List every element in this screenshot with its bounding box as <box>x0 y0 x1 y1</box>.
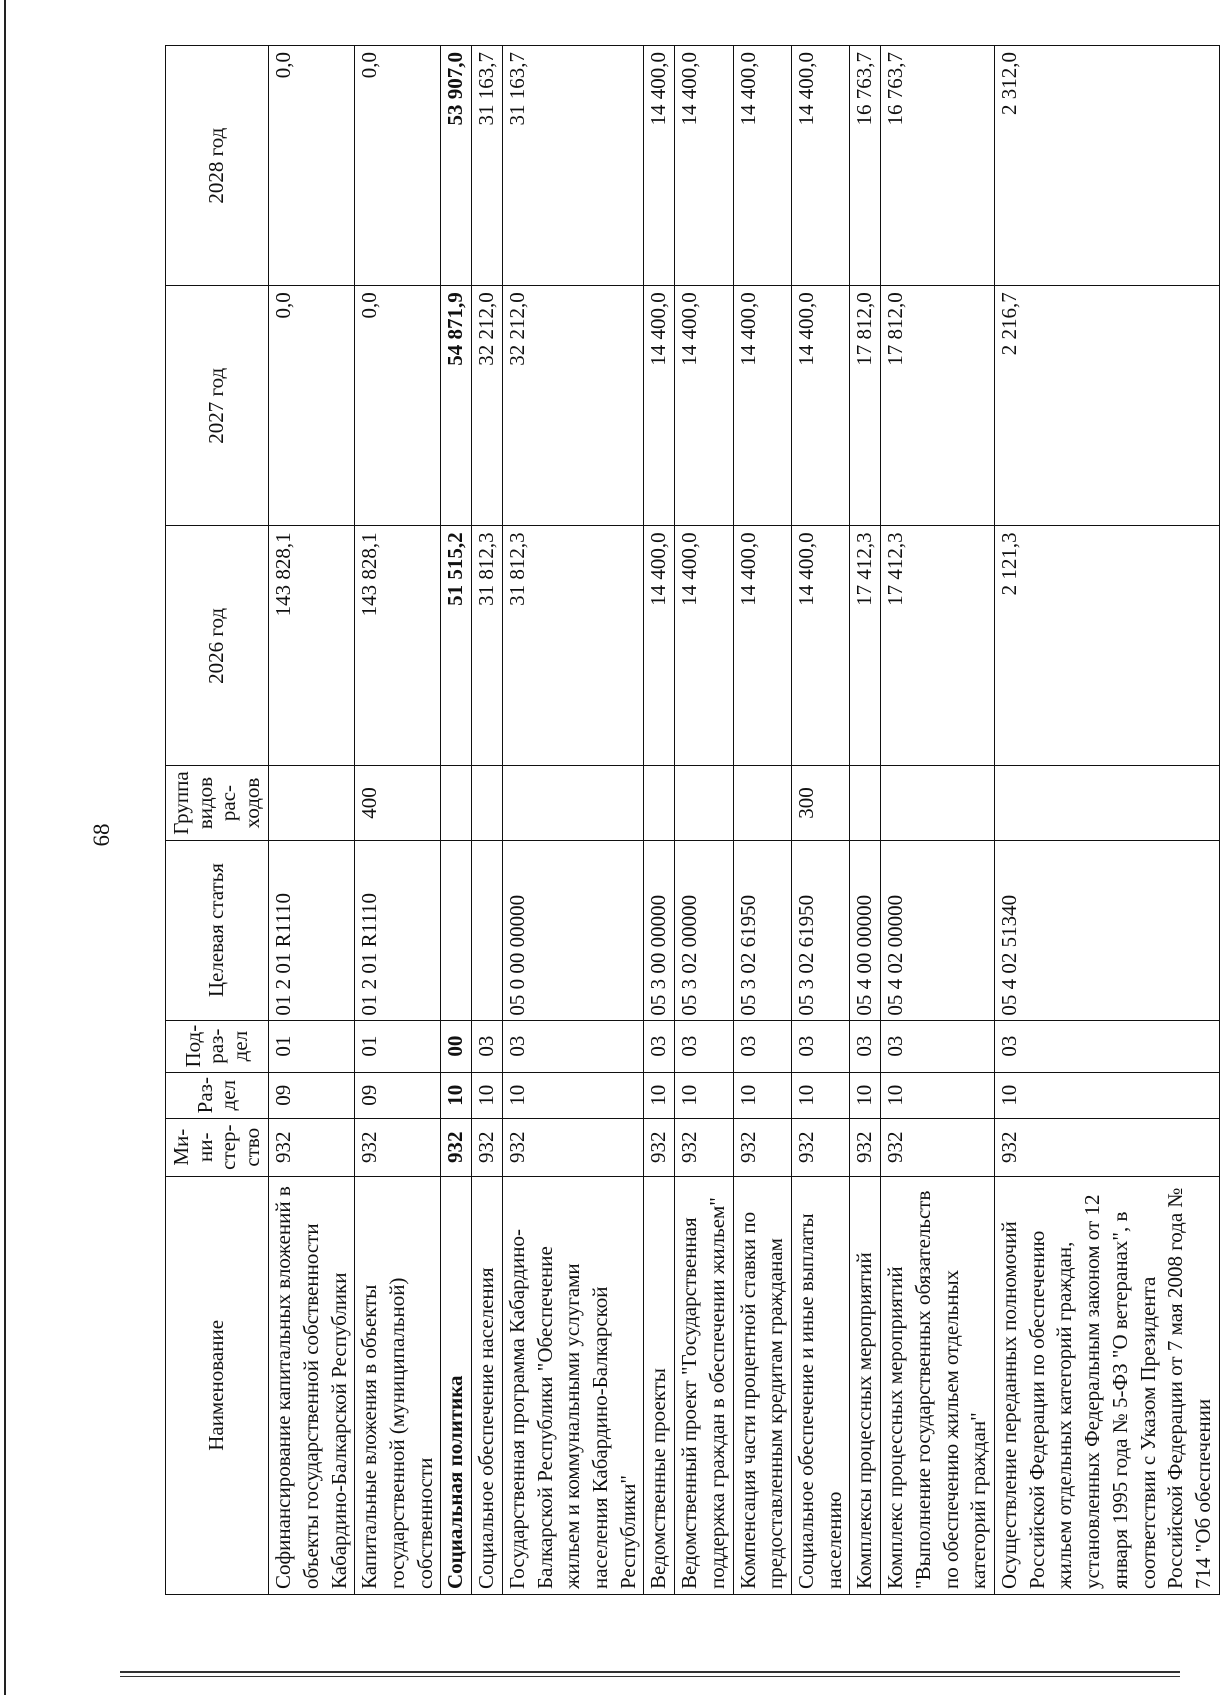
table-row <box>441 46 472 1595</box>
row-ministry: 932 <box>472 1118 503 1176</box>
row-year-2027: 17 812,0 <box>881 286 995 526</box>
row-target-article: 05 3 00 00000 <box>644 840 675 1020</box>
row-name: Ведомственный проект "Государственная поддержка граждан в обеспечении жильем" <box>675 1176 733 1594</box>
row-ministry: 932 <box>502 1118 644 1176</box>
row-section: 10 <box>881 1072 995 1118</box>
row-target-article: 05 3 02 61950 <box>733 840 791 1020</box>
row-year-2027: 14 400,0 <box>675 286 733 526</box>
row-name: Софинансирование капитальных вложений в объекты государственной собственности Кабардино-Балкарской Республики <box>269 1176 355 1594</box>
row-year-2026: 14 400,0 <box>644 526 675 766</box>
header-target-article: Целевая статья <box>166 840 269 1020</box>
row-subsection: 03 <box>850 1020 881 1072</box>
row-name: Комплексы процессных мероприятий <box>850 1176 881 1594</box>
bottom-rule-thin <box>120 1676 1180 1677</box>
row-year-2026: 31 812,3 <box>472 526 503 766</box>
row-expense-group: 300 <box>792 766 850 840</box>
table-row <box>850 46 881 1595</box>
table-body <box>269 46 1220 1595</box>
row-year-2028: 31 163,7 <box>472 46 503 286</box>
row-subsection: 01 <box>355 1020 441 1072</box>
row-section: 10 <box>472 1072 503 1118</box>
row-year-2027: 32 212,0 <box>502 286 644 526</box>
row-name: Осуществление переданных полномочий Российской Федерации по обеспечению жильем отдельных категорий граждан, установленных Федеральным законом от 12 января 1995 года № 5-ФЗ "О ветеранах", в соответствии с Указом Президента Российской Федерации от 7 мая 2008 года № 714 "Об обеспечении <box>995 1176 1220 1594</box>
table-row <box>881 46 995 1595</box>
row-year-2027: 17 812,0 <box>850 286 881 526</box>
row-year-2027: 14 400,0 <box>733 286 791 526</box>
row-year-2028: 14 400,0 <box>792 46 850 286</box>
row-subsection: 00 <box>441 1020 472 1072</box>
row-year-2027: 14 400,0 <box>792 286 850 526</box>
row-year-2028: 0,0 <box>355 46 441 286</box>
row-name: Государственная программа Кабардино-Балкарской Республики "Обеспечение жильем и коммунальными услугами населения Кабардино-Балкарской Республики" <box>502 1176 644 1594</box>
row-year-2027: 0,0 <box>269 286 355 526</box>
row-expense-group <box>881 766 995 840</box>
row-year-2027: 14 400,0 <box>644 286 675 526</box>
row-subsection: 03 <box>502 1020 644 1072</box>
row-year-2026: 17 412,3 <box>850 526 881 766</box>
row-subsection: 03 <box>792 1020 850 1072</box>
row-year-2026: 51 515,2 <box>441 526 472 766</box>
header-subsection: Под-раз-дел <box>166 1020 269 1072</box>
row-section: 10 <box>441 1072 472 1118</box>
row-year-2026: 143 828,1 <box>269 526 355 766</box>
row-target-article: 01 2 01 R1110 <box>269 840 355 1020</box>
row-subsection: 03 <box>733 1020 791 1072</box>
table-row <box>675 46 733 1595</box>
row-subsection: 03 <box>881 1020 995 1072</box>
table-row <box>355 46 441 1595</box>
row-section: 10 <box>995 1072 1220 1118</box>
row-subsection: 03 <box>472 1020 503 1072</box>
row-ministry: 932 <box>881 1118 995 1176</box>
table-header-row <box>166 46 269 1595</box>
row-year-2027: 54 871,9 <box>441 286 472 526</box>
header-expense-group: Группа видов рас-ходов <box>166 766 269 840</box>
row-year-2028: 16 763,7 <box>881 46 995 286</box>
row-year-2028: 31 163,7 <box>502 46 644 286</box>
row-year-2026: 31 812,3 <box>502 526 644 766</box>
page-number: 68 <box>89 823 114 847</box>
row-expense-group <box>995 766 1220 840</box>
row-year-2028: 16 763,7 <box>850 46 881 286</box>
row-section: 10 <box>850 1072 881 1118</box>
row-year-2028: 2 312,0 <box>995 46 1220 286</box>
row-year-2028: 0,0 <box>269 46 355 286</box>
row-subsection: 03 <box>995 1020 1220 1072</box>
row-year-2026: 14 400,0 <box>733 526 791 766</box>
row-target-article: 05 0 00 00000 <box>502 840 644 1020</box>
row-year-2028: 14 400,0 <box>644 46 675 286</box>
row-section: 10 <box>502 1072 644 1118</box>
row-target-article: 05 3 02 61950 <box>792 840 850 1020</box>
row-expense-group: 400 <box>355 766 441 840</box>
table-row <box>502 46 644 1595</box>
row-name: Компенсация части процентной ставки по предоставленным кредитам гражданам <box>733 1176 791 1594</box>
table-row <box>995 46 1220 1595</box>
row-expense-group <box>733 766 791 840</box>
row-ministry: 932 <box>644 1118 675 1176</box>
row-year-2028: 14 400,0 <box>675 46 733 286</box>
row-subsection: 01 <box>269 1020 355 1072</box>
table-row <box>644 46 675 1595</box>
row-ministry: 932 <box>995 1118 1220 1176</box>
header-year-2026: 2026 год <box>166 526 269 766</box>
row-section: 10 <box>792 1072 850 1118</box>
row-subsection: 03 <box>644 1020 675 1072</box>
row-year-2027: 0,0 <box>355 286 441 526</box>
row-year-2026: 17 412,3 <box>881 526 995 766</box>
row-target-article: 05 4 02 51340 <box>995 840 1220 1020</box>
table-row <box>472 46 503 1595</box>
row-name: Социальное обеспечение населения <box>472 1176 503 1594</box>
row-expense-group <box>675 766 733 840</box>
row-year-2026: 14 400,0 <box>675 526 733 766</box>
row-section: 09 <box>269 1072 355 1118</box>
row-name: Социальное обеспечение и иные выплаты населению <box>792 1176 850 1594</box>
row-ministry: 932 <box>792 1118 850 1176</box>
row-name: Капитальные вложения в объекты государственной (муниципальной) собственности <box>355 1176 441 1594</box>
header-ministry: Ми-ни-стер-ство <box>166 1118 269 1176</box>
row-expense-group <box>472 766 503 840</box>
row-section: 10 <box>733 1072 791 1118</box>
row-name: Ведомственные проекты <box>644 1176 675 1594</box>
row-year-2027: 32 212,0 <box>472 286 503 526</box>
row-year-2027: 2 216,7 <box>995 286 1220 526</box>
row-subsection: 03 <box>675 1020 733 1072</box>
row-target-article: 05 4 02 00000 <box>881 840 995 1020</box>
header-year-2028: 2028 год <box>166 46 269 286</box>
row-expense-group <box>441 766 472 840</box>
header-name: Наименование <box>166 1176 269 1594</box>
row-section: 10 <box>675 1072 733 1118</box>
row-ministry: 932 <box>733 1118 791 1176</box>
row-target-article: 05 4 00 00000 <box>850 840 881 1020</box>
row-ministry: 932 <box>355 1118 441 1176</box>
row-year-2026: 143 828,1 <box>355 526 441 766</box>
page-left-edge <box>4 0 6 1695</box>
row-target-article: 05 3 02 00000 <box>675 840 733 1020</box>
row-section: 10 <box>644 1072 675 1118</box>
row-expense-group <box>502 766 644 840</box>
row-target-article: 01 2 01 R1110 <box>355 840 441 1020</box>
budget-table-rotated <box>165 45 1216 1595</box>
row-ministry: 932 <box>441 1118 472 1176</box>
row-ministry: 932 <box>675 1118 733 1176</box>
table-row <box>269 46 355 1595</box>
row-year-2026: 2 121,3 <box>995 526 1220 766</box>
row-expense-group <box>269 766 355 840</box>
row-year-2026: 14 400,0 <box>792 526 850 766</box>
row-ministry: 932 <box>850 1118 881 1176</box>
row-ministry: 932 <box>269 1118 355 1176</box>
row-year-2028: 14 400,0 <box>733 46 791 286</box>
row-name: Комплекс процессных мероприятий "Выполнение государственных обязательств по обеспечению жильем отдельных категорий граждан" <box>881 1176 995 1594</box>
budget-table <box>165 45 1220 1595</box>
header-section: Раз-дел <box>166 1072 269 1118</box>
table-row <box>733 46 791 1595</box>
header-year-2027: 2027 год <box>166 286 269 526</box>
row-target-article <box>441 840 472 1020</box>
table-row <box>792 46 850 1595</box>
row-expense-group <box>850 766 881 840</box>
row-target-article <box>472 840 503 1020</box>
row-section: 09 <box>355 1072 441 1118</box>
row-year-2028: 53 907,0 <box>441 46 472 286</box>
row-name: Социальная политика <box>441 1176 472 1594</box>
row-expense-group <box>644 766 675 840</box>
bottom-rule <box>120 1671 1180 1673</box>
